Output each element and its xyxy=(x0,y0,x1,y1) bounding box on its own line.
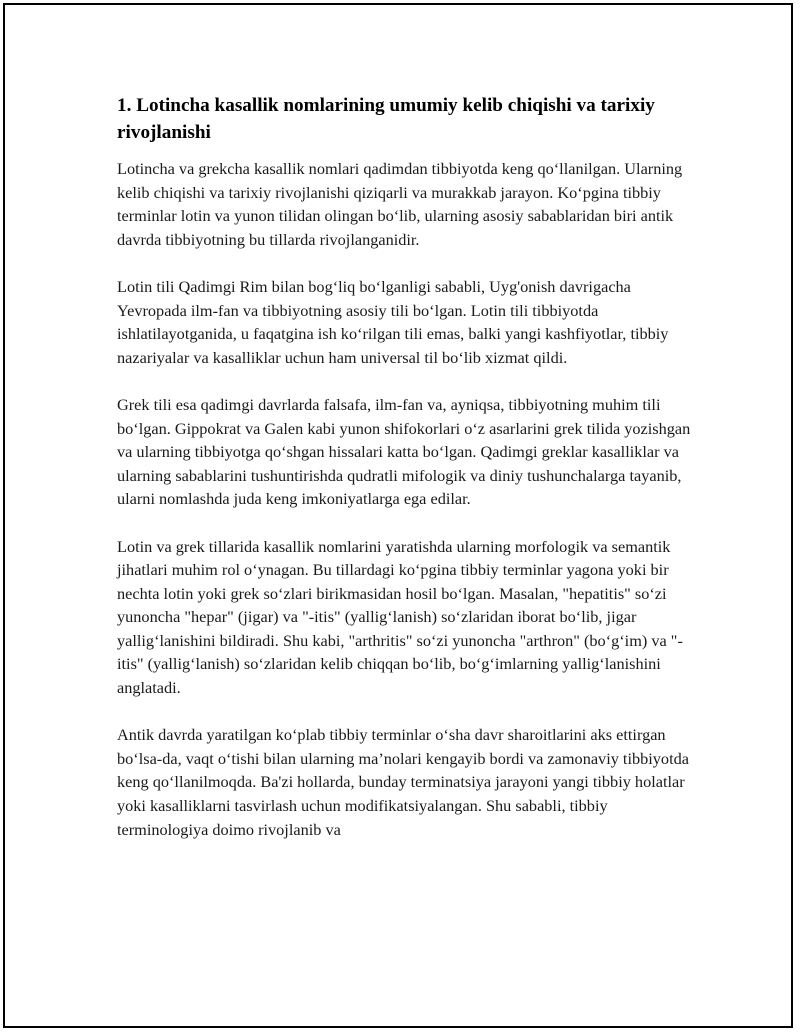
section-heading: 1. Lotincha kasallik nomlarining umumiy kelib chiqishi va tarixiy rivojlanishi xyxy=(117,95,655,143)
paragraph-5: Antik davrda yaratilgan ko‘plab tibbiy terminlar o‘sha davr sharoitlarini aks ettirgan bo‘lsa-da, vaqt o‘tishi bilan ularning ma’nolari kengayib bordi va zamonaviy tibbiyotda keng qo‘llanilmoqda. Ba'zi hollarda, bunday terminatsiya jarayoni yangi tibbiy holatlar yoki kasalliklarni tasvirlash uchun modifikatsiyalangan. Shu sababli, tibbiy terminologiya doimo rivojlanib va xyxy=(117,725,689,839)
paragraph-1: Lotincha va grekcha kasallik nomlari qadimdan tibbiyotda keng qo‘llanilgan. Ularning kelib chiqishi va tarixiy rivojlanishi qiziqarli va murakkab jarayon. Ko‘pgina tibbiy terminlar lotin va yunon tilidan olingan bo‘lib, ularning asosiy sabablaridan biri antik davrda tibbiyotning bu tillarda rivojlanganidir. xyxy=(117,159,683,249)
paragraph-2: Lotin tili Qadimgi Rim bilan bog‘liq bo‘lganligi sababli, Uyg'onish davrigacha Yevropada ilm-fan va tibbiyotning asosiy tili bo‘lgan. Lotin tili tibbiyotda ishlatilayotganida, u faqatgina ish ko‘rilgan tili emas, balki yangi kashfiyotlar, tibbiy nazariyalar va kasalliklar uchun ham universal til bo‘lib xizmat qildi. xyxy=(117,276,669,367)
paragraph-3: Grek tili esa qadimgi davrlarda falsafa, ilm-fan va, ayniqsa, tibbiyotning muhim tili bo‘lgan. Gippokrat va Galen kabi yunon shifokorlari o‘z asarlarini grek tilida yozishgan va ularning tibbiyotga qo‘shgan hissalari katta bo‘lgan. Qadimgi greklar kasalliklar va ularning sabablarini tushuntirishda qudratli mifologik va diniy tushunchalarga tayanib, ularni nomlashda juda keng imkoniyatlarga ega edilar. xyxy=(117,394,691,509)
paragraph-4: Lotin va grek tillarida kasallik nomlarini yaratishda ularning morfologik va semantik jihatlari muhim rol o‘ynagan. Bu tillardagi ko‘pgina tibbiy terminlar yagona yoki bir nechta lotin yoki grek so‘zlari birikmasidan hosil bo‘lgan. Masalan, "hepatitis" so‘zi yunoncha "hepar" (jigar) va "-itis" (yallig‘lanish) so‘zlaridan iborat bo‘lib, jigar yallig‘lanishini bildiradi. Shu kabi, "arthritis" so‘zi yunoncha "arthron" (bo‘g‘im) va "-itis" (yallig‘lanish) so‘zlaridan kelib chiqqan bo‘lib, bo‘g‘imlarning yallig‘lanishini anglatadi. xyxy=(117,536,683,698)
document-body xyxy=(117,92,692,865)
